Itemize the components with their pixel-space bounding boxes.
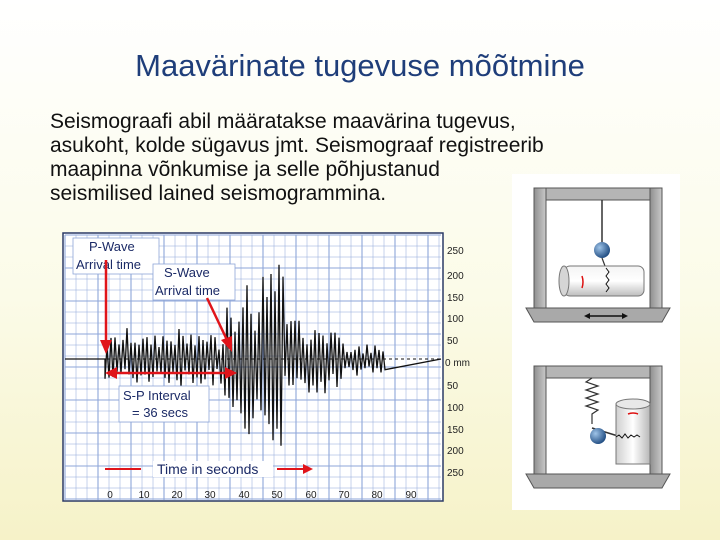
sp-interval-label-line-1: S-P Interval — [123, 388, 191, 403]
y-tick-labels — [445, 246, 470, 479]
bottom-spring — [586, 378, 598, 424]
s-wave-label-line-2: Arrival time — [155, 283, 221, 298]
x-tick-90: 90 — [405, 490, 417, 501]
top-drum-end — [559, 266, 569, 296]
bottom-base — [526, 474, 670, 488]
vertical-seismograph — [526, 366, 670, 488]
x-tick-50: 50 — [271, 490, 283, 501]
y-tick-0: 0 mm — [445, 358, 470, 369]
x-tick-80: 80 — [371, 490, 383, 501]
bottom-frame-right-post — [650, 366, 662, 474]
x-tick-20: 20 — [171, 490, 183, 501]
p-wave-label-line-1: P-Wave — [89, 239, 135, 254]
y-tick-100-top: 100 — [447, 314, 464, 325]
y-tick-50-top: 50 — [447, 336, 459, 347]
y-tick-150-bottom: 150 — [447, 425, 464, 436]
y-tick-150-top: 150 — [447, 293, 464, 304]
y-tick-200-bottom: 200 — [447, 446, 464, 457]
seismograph-illustration — [512, 174, 680, 510]
x-tick-70: 70 — [338, 490, 350, 501]
horizontal-seismograph — [526, 188, 670, 322]
y-tick-250-bottom: 250 — [447, 468, 464, 479]
bottom-frame-left-post — [534, 366, 546, 474]
y-tick-250-top: 250 — [447, 246, 464, 257]
body-line-3: maapinna võnkumise ja selle põhjustanud — [50, 158, 440, 181]
x-tick-60: 60 — [305, 490, 317, 501]
top-recording-drum — [564, 266, 644, 296]
p-wave-label-line-2: Arrival time — [76, 257, 142, 272]
top-frame-right-post — [650, 188, 662, 308]
top-base — [526, 308, 670, 322]
y-tick-200-top: 200 — [447, 271, 464, 282]
slide-title: Maavärinate tugevuse mõõtmine — [135, 48, 585, 83]
x-tick-40: 40 — [238, 490, 250, 501]
bottom-pendulum-mass — [590, 428, 606, 444]
body-line-2: asukoht, kolde sügavus jmt. Seismograaf registreerib — [50, 134, 544, 157]
x-tick-0: 0 — [107, 490, 113, 501]
x-tick-10: 10 — [138, 490, 150, 501]
x-tick-30: 30 — [204, 490, 216, 501]
y-tick-100-bottom: 100 — [447, 403, 464, 414]
top-frame-left-post — [534, 188, 546, 308]
body-line-4: seismilised lained seismogrammina. — [50, 182, 387, 205]
top-frame-beam — [534, 188, 662, 200]
s-wave-label-line-1: S-Wave — [164, 265, 210, 280]
bottom-drum-top — [616, 399, 650, 409]
seismogram-diagram — [55, 228, 475, 508]
bottom-frame-beam — [534, 366, 662, 378]
y-tick-50-bottom: 50 — [447, 381, 459, 392]
top-pendulum-mass — [594, 242, 610, 258]
time-axis-label: Time in seconds — [157, 461, 259, 477]
body-line-1: Seismograafi abil määratakse maavärina tugevus, — [50, 110, 516, 133]
sp-interval-label-line-2: = 36 secs — [132, 405, 189, 420]
